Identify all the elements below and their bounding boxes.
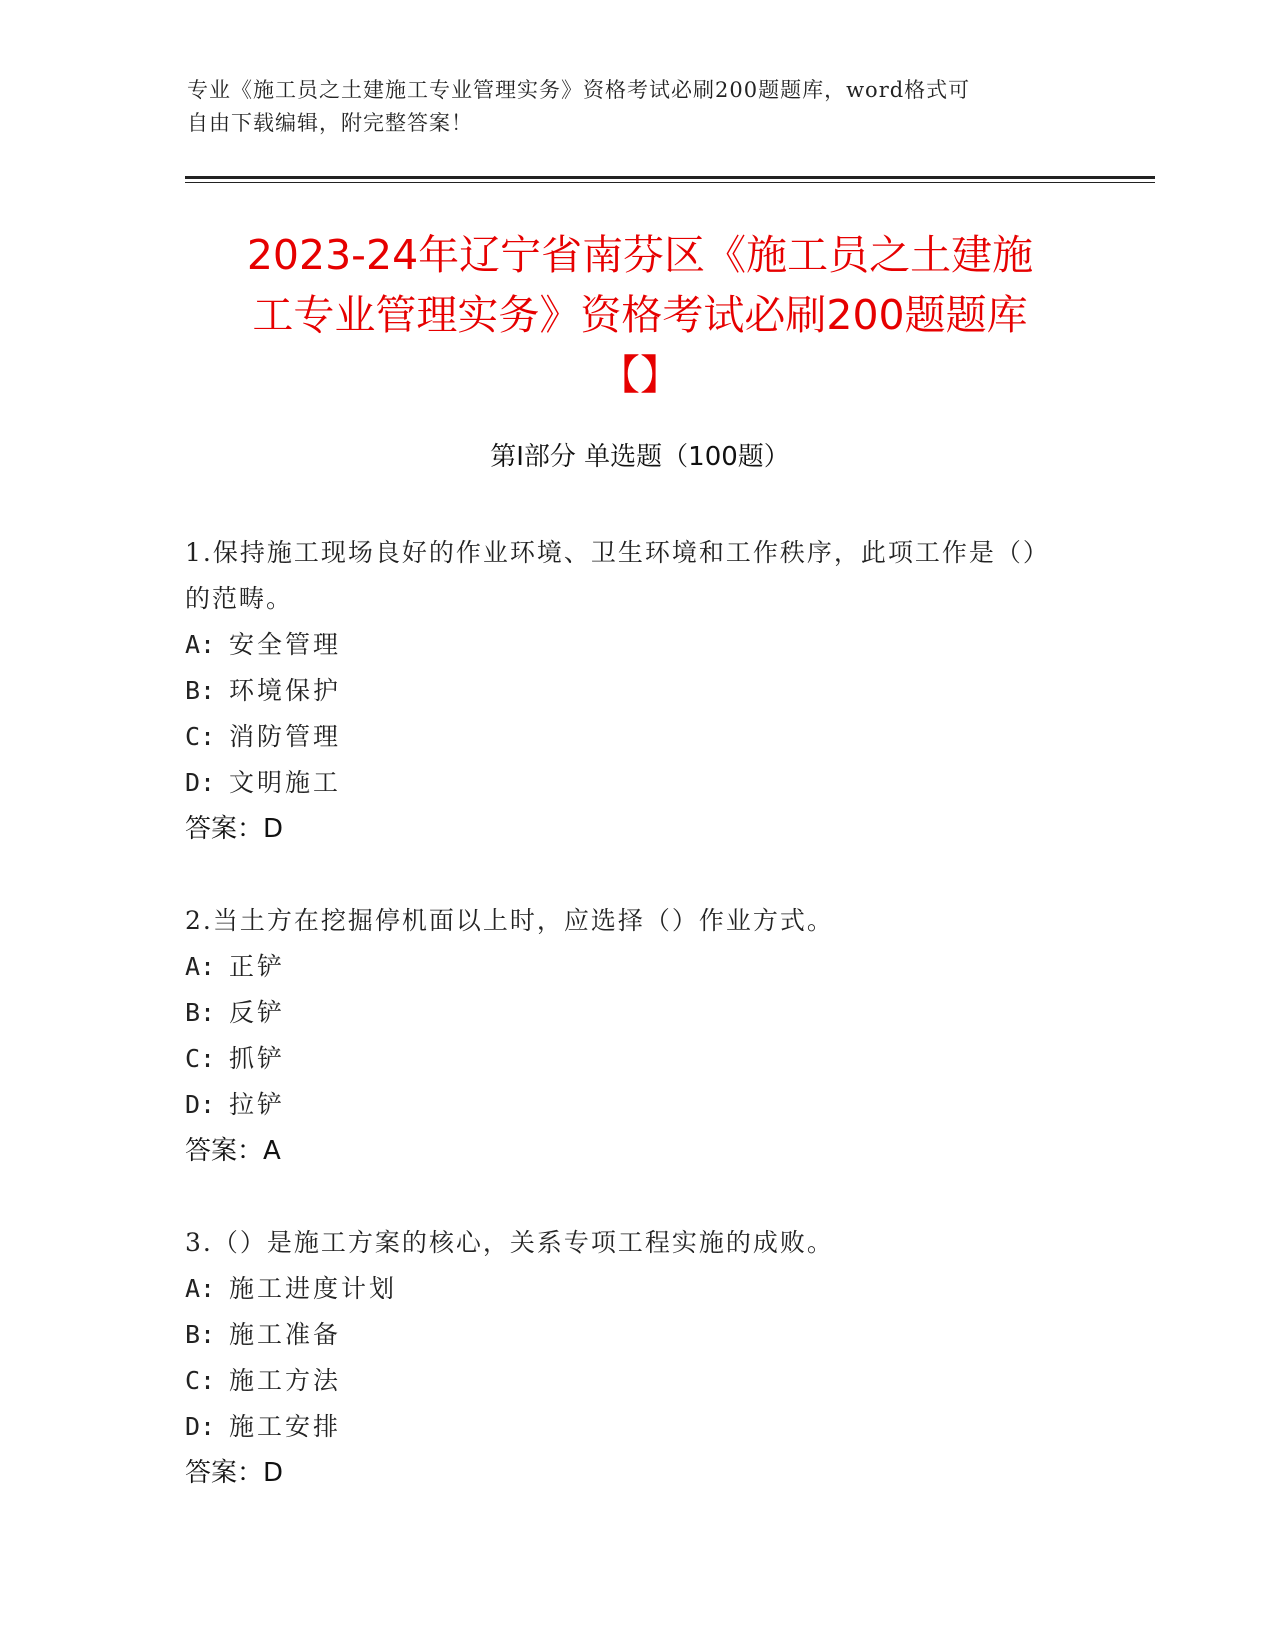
option-text: 安全管理 [229, 630, 342, 659]
document-title [140, 225, 1140, 405]
option-text: 抓铲 [229, 1044, 286, 1073]
option-text: 反铲 [229, 998, 286, 1027]
option-c [185, 1358, 1065, 1404]
option-key: A: [185, 1274, 216, 1303]
section-title: 第Ⅰ部分 单选题（100题） [490, 442, 790, 472]
answer-label: 答案：A [185, 1136, 281, 1166]
option-key: B: [185, 998, 216, 1027]
option-text: 环境保护 [229, 676, 342, 705]
question-stem: 2.当土方在挖掘停机面以上时，应选择（）作业方式。 [185, 906, 834, 935]
header-note-line-2: 自由下载编辑，附完整答案！ [187, 111, 473, 135]
option-key: A: [185, 630, 216, 659]
option-key: C: [185, 1366, 216, 1395]
answer-label: 答案：D [185, 1458, 284, 1488]
document-title-line-2: 工专业管理实务》资格考试必刷200题题库 [252, 291, 1028, 339]
option-key: D: [185, 1412, 216, 1441]
option-a [185, 944, 1065, 990]
header-divider-thick [185, 176, 1155, 179]
option-key: D: [185, 768, 216, 797]
question-item [185, 530, 1065, 852]
option-key: C: [185, 722, 216, 751]
option-key: B: [185, 1320, 216, 1349]
question-stem: 3.（）是施工方案的核心，关系专项工程实施的成败。 [185, 1228, 834, 1257]
question-item [185, 1220, 1065, 1496]
option-text: 消防管理 [229, 722, 342, 751]
option-c [185, 1036, 1065, 1082]
option-key: B: [185, 676, 216, 705]
question-item [185, 898, 1065, 1174]
document-title-line-3: 【】 [599, 351, 681, 399]
option-text: 施工进度计划 [229, 1274, 398, 1303]
header-note-line-1: 专业《施工员之土建施工专业管理实务》资格考试必刷200题题库，word格式可 [187, 78, 971, 102]
option-a [185, 1266, 1065, 1312]
option-text: 施工准备 [229, 1320, 342, 1349]
option-b [185, 668, 1065, 714]
document-title-line-1: 2023-24年辽宁省南芬区《施工员之土建施 [246, 231, 1034, 279]
option-c [185, 714, 1065, 760]
option-text: 施工方法 [229, 1366, 342, 1395]
answer-label: 答案：D [185, 814, 284, 844]
option-text: 拉铲 [229, 1090, 286, 1119]
option-key: A: [185, 952, 216, 981]
option-text: 正铲 [229, 952, 286, 981]
option-a [185, 622, 1065, 668]
option-d [185, 760, 1065, 806]
question-list [185, 530, 1065, 1542]
header-note [187, 74, 1087, 140]
option-b [185, 1312, 1065, 1358]
option-text: 施工安排 [229, 1412, 342, 1441]
option-text: 文明施工 [229, 768, 342, 797]
header-divider-thin [185, 182, 1155, 183]
question-stem: 1.保持施工现场良好的作业环境、卫生环境和工作秩序，此项工作是（）的范畴。 [185, 538, 1050, 613]
option-d [185, 1082, 1065, 1128]
option-key: D: [185, 1090, 216, 1119]
option-b [185, 990, 1065, 1036]
option-d [185, 1404, 1065, 1450]
option-key: C: [185, 1044, 216, 1073]
